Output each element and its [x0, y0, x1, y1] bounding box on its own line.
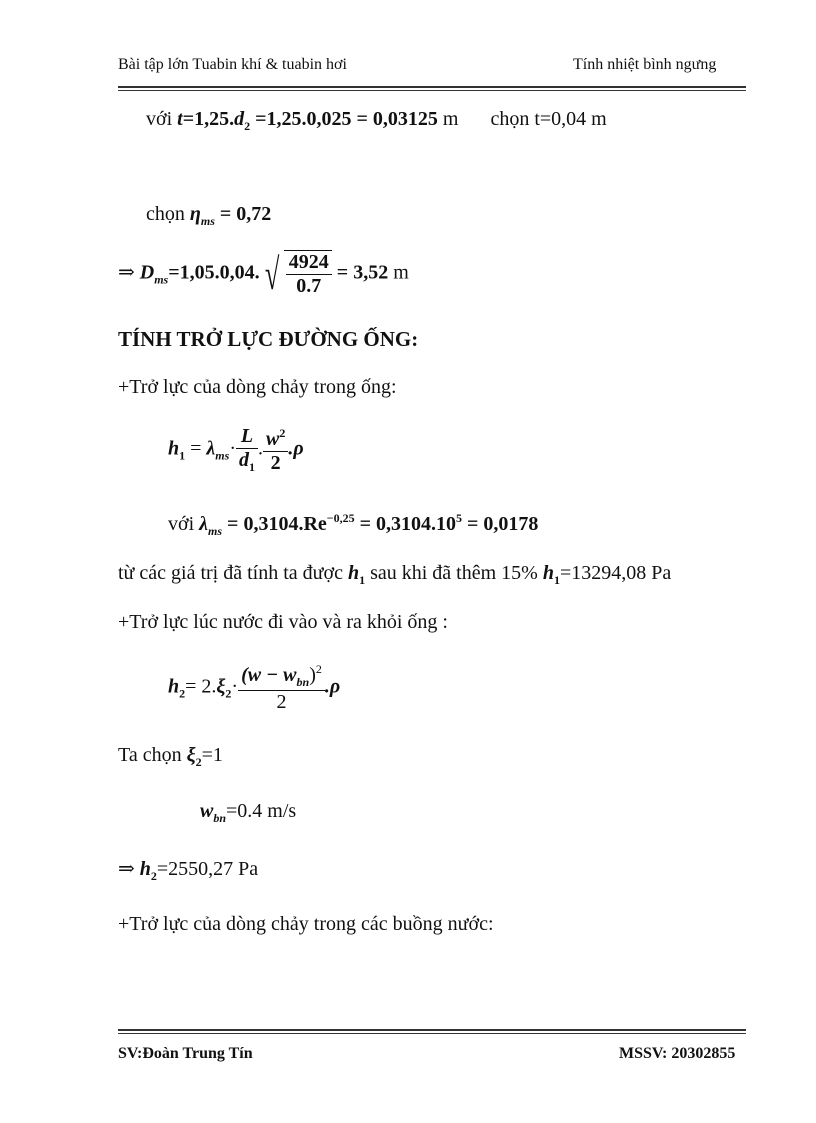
h2-result-line: ⇒ $h_2=2550,27$ Pa: [118, 858, 259, 883]
diameter-formula: ⇒ $D_{ms}=1,05.0,04$. √ $\frac{4924}{0.7}$ = 3,52 m: [118, 249, 409, 299]
xi-choice-line: Ta chọn $\xi_2=1$: [118, 744, 223, 769]
inlet-loss-formula: $h_2= 2.\xi_2\cdot$ $\frac{(w - w_{bn})^2}{2}$ .ρ: [168, 662, 341, 713]
header-rule-thick: [118, 86, 746, 88]
student-id: MSSV: 20302855: [619, 1045, 736, 1062]
efficiency-choice: chọn $\eta_{ms} = 0,72$: [146, 203, 272, 228]
header-rule-thin: [118, 90, 746, 91]
water-chamber-title: +Trở lực của dòng chảy trong các buồng nước:: [118, 913, 494, 935]
friction-loss-formula: $h_1 = \lambda_{ms}\cdot$ $\frac{L}{d_1}$ . $\frac{w^2}{2}$ .ρ: [168, 425, 304, 474]
student-name: SV:Đoàn Trung Tín: [118, 1045, 253, 1062]
h1-result-line: từ các giá trị đã tính ta được $h_1$ sau khi đã thêm 15% $h_1=13294,08$ Pa: [118, 562, 672, 587]
wbn-line: $w_{bn}=0.4$ m/s: [200, 800, 297, 825]
friction-factor-line: với $\lambda_{ms} = 0,3104.Re^{-0,25} = 0,3104.10^5 = 0,0178$: [168, 511, 539, 538]
square-root: √ $\frac{4924}{0.7}$: [260, 250, 332, 298]
inlet-outlet-title: +Trở lực lúc nước đi vào và ra khỏi ống :: [118, 611, 448, 633]
pipe-friction-title: +Trở lực của dòng chảy trong ống:: [118, 376, 397, 398]
section-heading: TÍNH TRỞ LỰC ĐƯỜNG ỐNG:: [118, 327, 419, 351]
footer-rule-thick: [118, 1029, 746, 1031]
radical-sign-icon: √: [264, 249, 279, 299]
tube-pitch-line: với $t=1,25.d_2 =1,25.0,025 = 0,03125$ m chọn t=0,04 m: [146, 108, 607, 133]
header-section: Tính nhiệt bình ngưng: [573, 56, 717, 73]
footer-rule-thin: [118, 1033, 746, 1034]
header-title: Bài tập lớn Tuabin khí & tuabin hơi: [118, 56, 347, 73]
